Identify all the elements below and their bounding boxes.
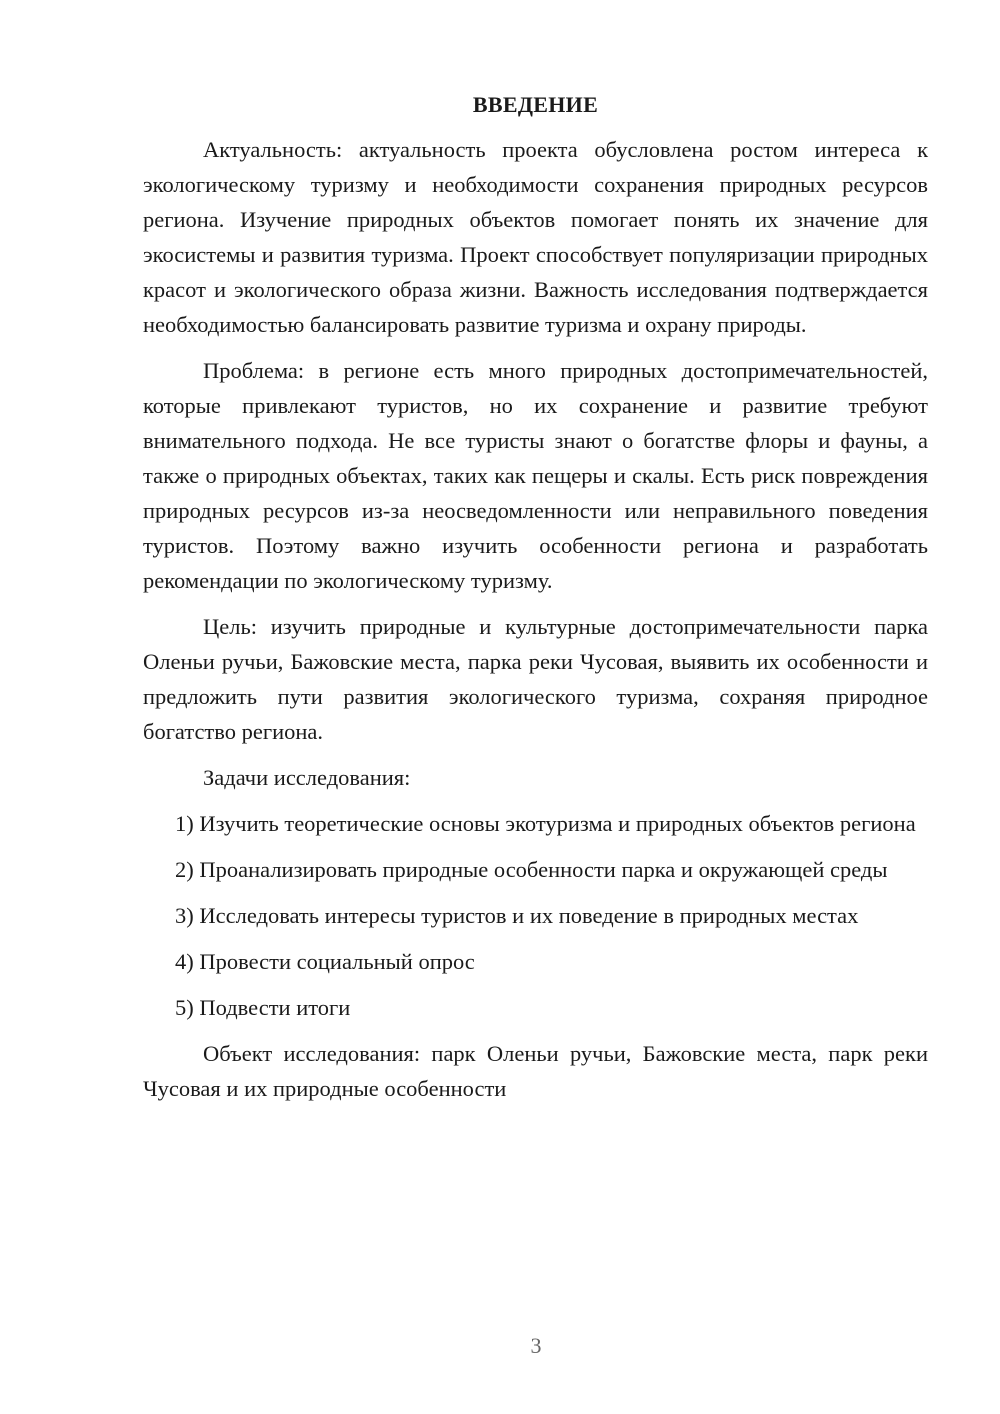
task-item-5: 5) Подвести итоги bbox=[175, 995, 351, 1020]
tasks-heading: Задачи исследования: bbox=[203, 765, 411, 790]
object-paragraph: Объект исследования: парк Оленьи ручьи, Бажовские места, парк реки Чусовая и их природные особенности bbox=[143, 1041, 928, 1101]
page-number: 3 bbox=[530, 1333, 542, 1358]
task-item-1: 1) Изучить теоретические основы экотуризма и природных объектов региона bbox=[175, 811, 916, 836]
goal-paragraph: Цель: изучить природные и культурные достопримечательности парка Оленьи ручьи, Бажовские места, парка реки Чусовая, выявить их особенности и предложить пути развития экологического туризма, сохраняя природное богатство региона. bbox=[143, 614, 928, 744]
task-item-4: 4) Провести социальный опрос bbox=[175, 949, 475, 974]
section-title: ВВЕДЕНИЕ bbox=[472, 92, 599, 117]
document-page bbox=[143, 90, 928, 1117]
problem-paragraph: Проблема: в регионе есть много природных достопримечательностей, которые привлекают туристов, но их сохранение и развитие требуют внимательного подхода. Не все туристы знают о богатстве флоры и фауны, а также о природных объектах, таких как пещеры и скалы. Есть риск повреждения природных ресурсов из-за неосведомленности или неправильного поведения туристов. Поэтому важно изучить особенности региона и разработать рекомендации по экологическому туризму. bbox=[143, 358, 928, 593]
relevance-paragraph: Актуальность: актуальность проекта обусловлена ростом интереса к экологическому туризму и необходимости сохранения природных ресурсов региона. Изучение природных объектов помогает понять их значение для экосистемы и развития туризма. Проект способствует популяризации природных красот и экологического образа жизни. Важность исследования подтверждается необходимостью балансировать развитие туризма и охрану природы. bbox=[143, 137, 928, 337]
task-item-3: 3) Исследовать интересы туристов и их поведение в природных местах bbox=[175, 903, 859, 928]
task-item-2: 2) Проанализировать природные особенности парка и окружающей среды bbox=[175, 857, 888, 882]
